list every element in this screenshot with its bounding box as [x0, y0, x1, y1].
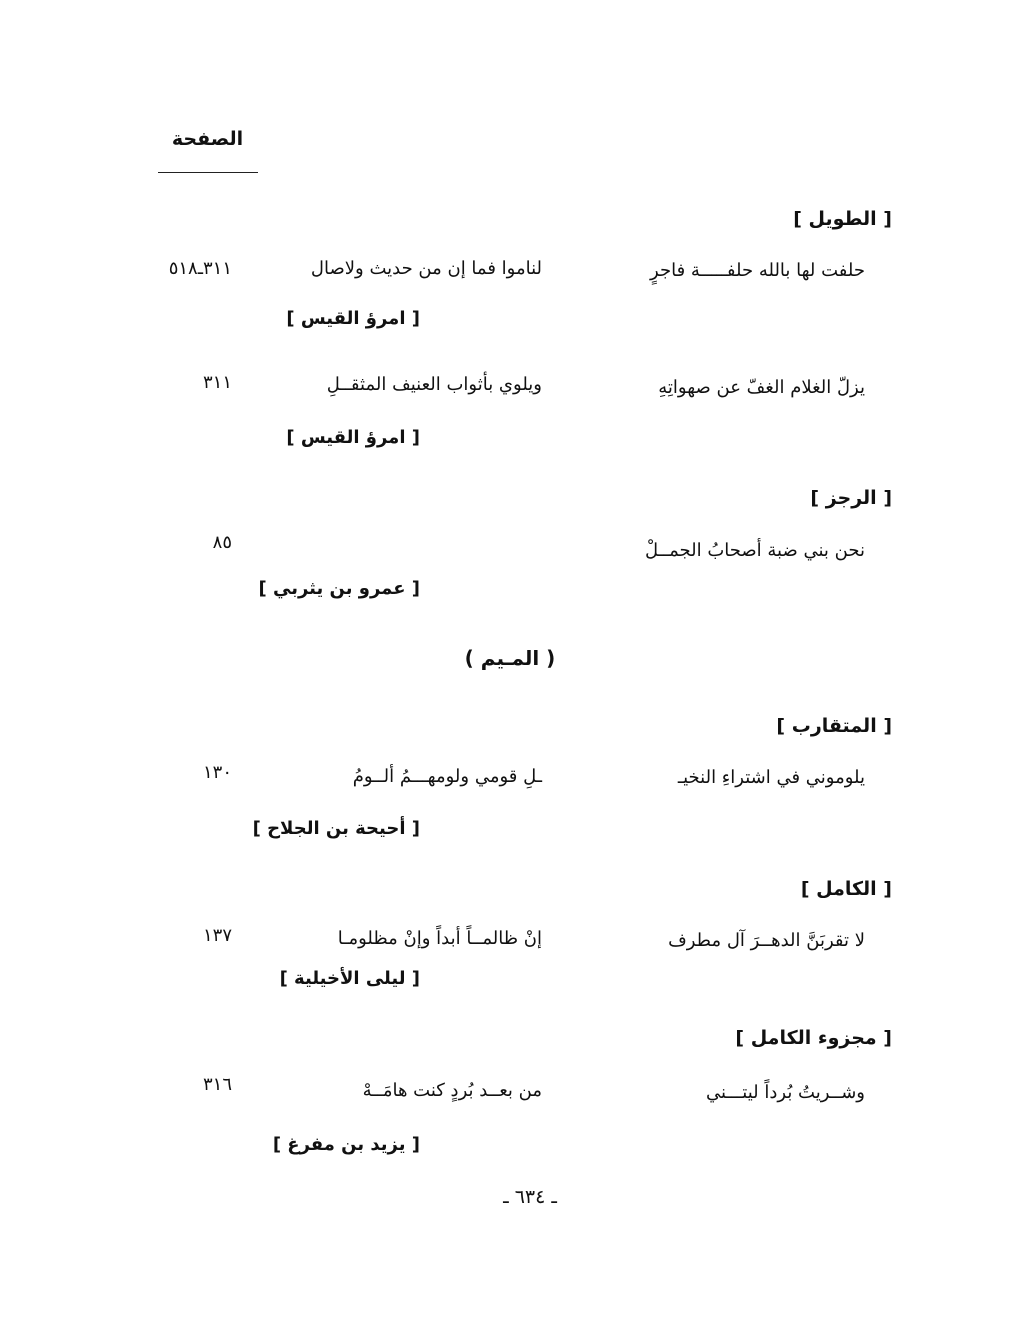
poet-name: [ يزيد بن مفرغ ] [272, 1134, 420, 1155]
meter-label-kamil: [ الكامل ] [800, 878, 892, 900]
meter-label-taweel: [ الطويل ] [793, 208, 892, 230]
page-reference: ٣١١ [202, 372, 232, 393]
page-number-footer: ـ ٦٣٤ ـ [503, 1186, 557, 1208]
meter-label-majzu-kamil: [ مجزوء الكامل ] [735, 1027, 892, 1049]
poet-name: [ امرؤ القيس ] [286, 308, 420, 329]
verse-second-hemistich: ـلِ قومي ولومهـــمُ ألــومُ [352, 766, 542, 787]
verse-first-hemistich: يلوموني في اشتراءِ النخيـ [677, 767, 865, 788]
poet-name: [ امرؤ القيس ] [286, 427, 420, 448]
verse-first-hemistich: وشــريتُ بُرداً ليتـــني [706, 1082, 865, 1103]
meter-label-mutaqarib: [ المتقارب ] [776, 715, 892, 737]
verse-first-hemistich: يزلّ الغلام الغفّ عن صهواتِهِ [658, 377, 865, 398]
poet-name: [ أحيحة بن الجلاح ] [252, 818, 420, 839]
verse-second-hemistich: ويلوي بأثواب العنيف المثقــلِ [326, 374, 542, 395]
page-reference: ١٣٠ [202, 762, 232, 783]
section-heading-meem: ( المـيم ) [464, 646, 556, 670]
poet-name: [ عمرو بن يثربي ] [258, 578, 420, 599]
verse-second-hemistich: لناموا فما إن من حديث ولاصال [310, 258, 542, 279]
page-column-label: الصفحة [171, 128, 244, 150]
verse-second-hemistich: من بعــد بُردٍ كنت هامَــهْ [362, 1080, 542, 1101]
page-reference: ٨٥ [212, 532, 232, 553]
meter-label-rajaz: [ الرجز ] [810, 487, 892, 509]
page-reference: ٣١٦ [202, 1074, 232, 1095]
verse-first-hemistich: حلفت لها بالله حلفـــــة فاجرٍ [650, 260, 865, 281]
verse-second-hemistich: إنْ ظالمــاً أبداً وإنْ مظلومـا [337, 928, 542, 949]
page-reference: ٣١١ـ٥١٨ [168, 258, 232, 279]
header-divider [158, 172, 258, 173]
verse-first-hemistich: نحن بني ضبة أصحابُ الجمــلْ [644, 540, 865, 561]
poet-name: [ ليلى الأخيلية ] [279, 968, 420, 989]
verse-first-hemistich: لا تقربَنَّ الدهــرَ آل مطرف [668, 930, 865, 951]
page-reference: ١٣٧ [202, 925, 232, 946]
